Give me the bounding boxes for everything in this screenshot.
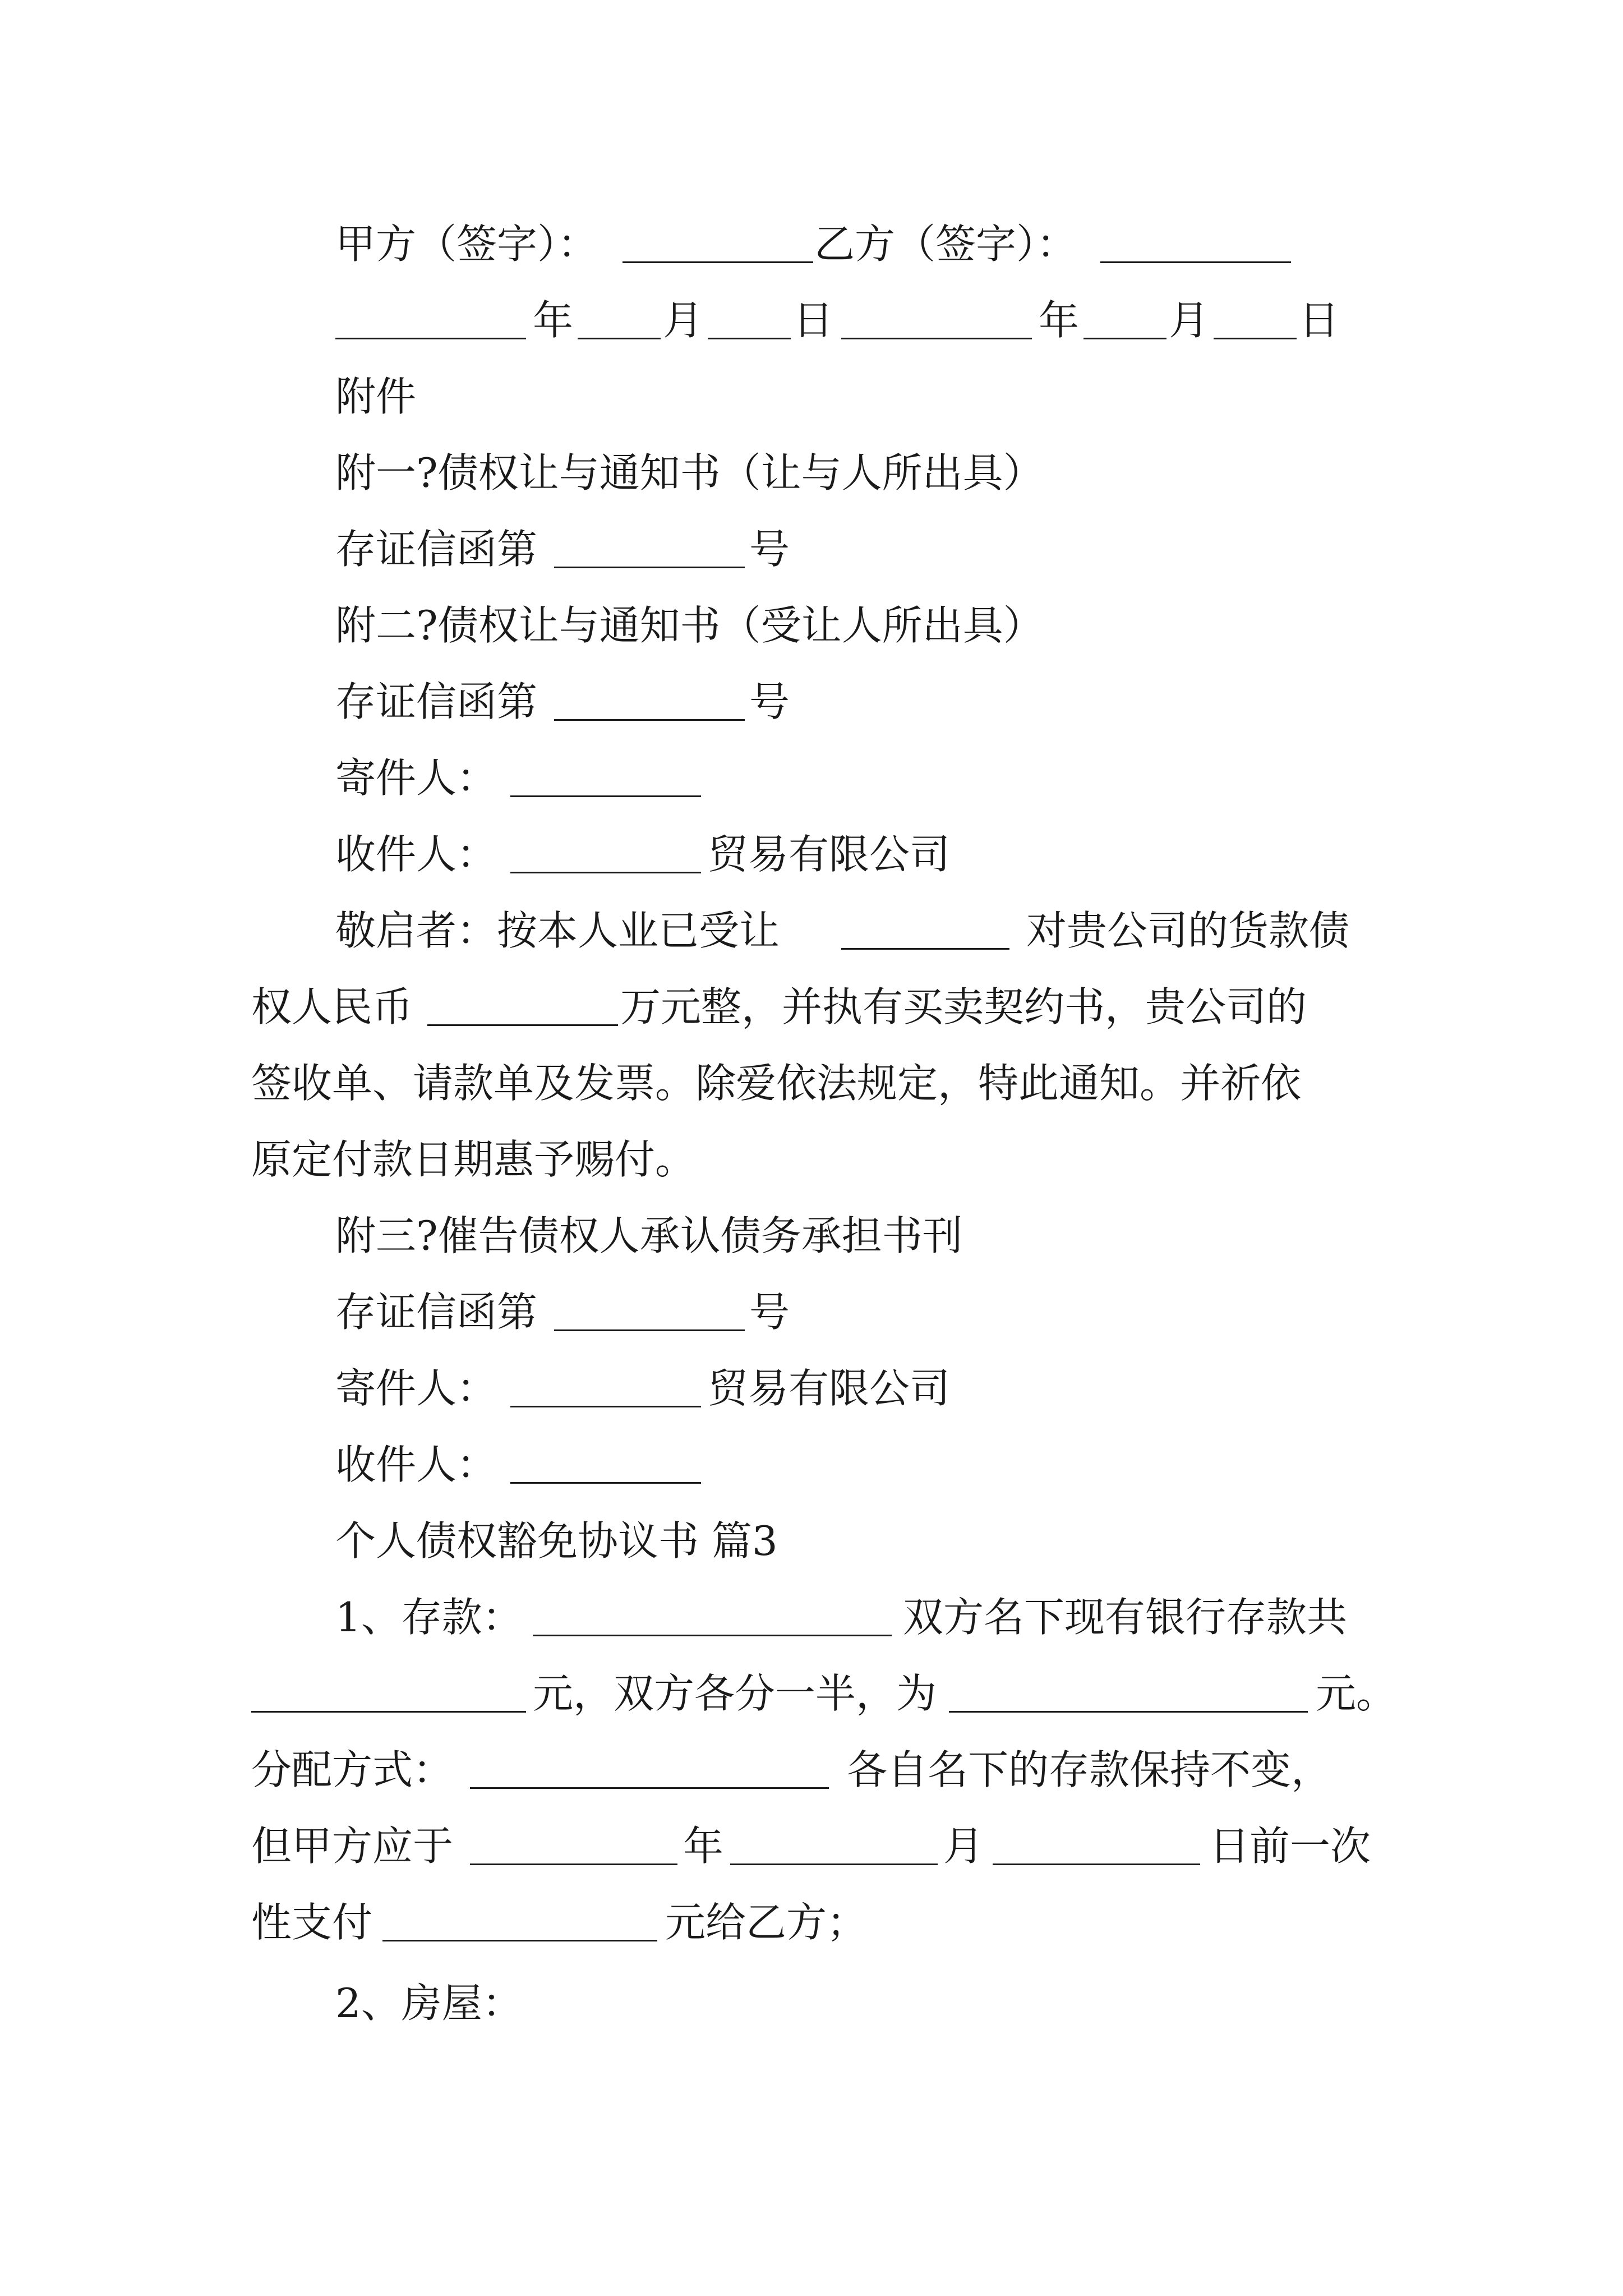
payment-day-blank — [993, 1864, 1200, 1865]
signature-line — [0, 202, 1623, 286]
item-1-line-1 — [0, 1575, 1623, 1659]
body-text: 万元整，并执有买卖契约书，贵公司的 — [620, 983, 1307, 1030]
attachment-1-title: 附一?债权让与通知书（让与人所出具） — [335, 449, 1044, 496]
body-text: 元给乙方； — [665, 1899, 868, 1946]
item-2-line-1 — [0, 1961, 1623, 2045]
letter-no-blank — [554, 567, 745, 568]
body-text: 权人民币 — [251, 983, 413, 1030]
attachment-2-body-line-4 — [0, 1117, 1623, 1202]
party-b-signature-blank — [1100, 261, 1291, 263]
party-b-day-label: 日 — [1299, 297, 1340, 344]
sender-blank — [510, 795, 701, 797]
recipient-blank — [510, 872, 701, 873]
body-text: 签收单、请款单及发票。除爱依法规定，特此通知。并祈依 — [251, 1060, 1302, 1107]
body-text: 元，双方各分一半，为 — [533, 1670, 937, 1717]
party-a-year-label: 年 — [533, 297, 574, 344]
letter-no-prefix: 存证信函第 — [335, 678, 538, 725]
party-a-month-label: 月 — [663, 297, 704, 344]
attachment-1-heading — [0, 431, 1623, 515]
attachment-2-body-line-3 — [0, 1041, 1623, 1125]
recipient-blank — [510, 1482, 701, 1484]
attachment-3-sender — [0, 1346, 1623, 1430]
letter-no-suffix: 号 — [749, 1289, 790, 1336]
party-b-month-label: 月 — [1169, 297, 1210, 344]
party-b-day-blank — [1214, 338, 1297, 339]
attachment-2-sender — [0, 736, 1623, 820]
recipient-label: 收件人： — [335, 1441, 497, 1488]
attachment-2-recipient — [0, 812, 1623, 896]
recipient-label: 收件人： — [335, 831, 497, 878]
letter-no-suffix: 号 — [749, 678, 790, 725]
party-a-signature-blank — [623, 261, 813, 263]
party-b-month-blank — [1083, 338, 1166, 339]
item-1-label: 1、存款： — [335, 1594, 523, 1641]
body-text: 但甲方应于 — [251, 1823, 454, 1870]
payment-amount-blank — [382, 1940, 657, 1941]
item-2-label: 2、房屋： — [335, 1980, 523, 2027]
party-a-day-label: 日 — [793, 297, 834, 344]
body-text: 性支付 — [251, 1899, 373, 1946]
item-1-line-2 — [0, 1651, 1623, 1736]
attachments-heading — [0, 355, 1623, 439]
deposit-holder-blank — [533, 1635, 892, 1636]
body-text: 分配方式： — [251, 1746, 454, 1793]
sender-blank — [510, 1406, 701, 1407]
body-text: 原定付款日期惠予赐付。 — [251, 1136, 696, 1183]
attachment-3-heading — [0, 1194, 1623, 1278]
distribution-method-blank — [470, 1787, 829, 1789]
attachment-3-letter-no — [0, 1270, 1623, 1354]
payment-year-blank — [470, 1864, 677, 1865]
attachment-2-letter-no — [0, 660, 1623, 744]
body-text: 日前一次 — [1209, 1823, 1371, 1870]
attachment-2-title: 附二?债权让与通知书（受让人所出具） — [335, 602, 1044, 649]
attachment-2-body-line-2 — [0, 965, 1623, 1049]
body-text: 敬启者：按本人业已受让 — [335, 907, 780, 954]
signature-date-line — [0, 278, 1623, 362]
party-b-year-blank — [841, 338, 1032, 339]
assignor-blank — [841, 948, 1009, 950]
letter-no-prefix: 存证信函第 — [335, 1289, 538, 1336]
attachment-3-title: 附三?催告债权人承认债务承担书刊 — [335, 1212, 963, 1259]
letter-no-blank — [554, 1329, 745, 1331]
letter-no-suffix: 号 — [749, 526, 790, 573]
sender-label: 寄件人： — [335, 1365, 497, 1412]
party-b-signature-label: 乙方（签字）： — [814, 220, 1077, 268]
item-1-line-3 — [0, 1728, 1623, 1812]
body-text: 各自名下的存款保持不变， — [847, 1746, 1332, 1793]
party-a-signature-label: 甲方（签字）： — [335, 220, 598, 268]
item-1-line-4 — [0, 1804, 1623, 1888]
attachment-2-heading — [0, 583, 1623, 668]
attachment-3-recipient — [0, 1423, 1623, 1507]
amount-blank — [427, 1024, 618, 1026]
party-a-month-blank — [578, 338, 661, 339]
section-title: 个人债权豁免协议书 篇3 — [335, 1517, 778, 1565]
payment-month-blank — [730, 1864, 938, 1865]
deposit-half-blank — [949, 1711, 1308, 1713]
party-a-year-blank — [335, 338, 526, 339]
letter-no-blank — [554, 719, 745, 721]
section-heading — [0, 1499, 1623, 1583]
attachments-title: 附件 — [335, 373, 417, 420]
party-b-year-label: 年 — [1039, 297, 1080, 344]
sender-company: 贸易有限公司 — [708, 1365, 951, 1412]
recipient-company: 贸易有限公司 — [708, 831, 951, 878]
sender-label: 寄件人： — [335, 754, 497, 802]
letter-no-prefix: 存证信函第 — [335, 526, 538, 573]
item-1-line-5 — [0, 1880, 1623, 1964]
attachment-1-letter-no — [0, 507, 1623, 591]
body-text: 月 — [943, 1823, 984, 1870]
body-text: 双方名下现有银行存款共 — [903, 1594, 1348, 1641]
party-a-day-blank — [708, 338, 791, 339]
deposit-total-blank — [251, 1711, 526, 1713]
body-text: 元。 — [1316, 1670, 1397, 1717]
body-text: 对贵公司的货款债 — [1026, 907, 1350, 954]
body-text: 年 — [683, 1823, 724, 1870]
attachment-2-body-line-1 — [0, 889, 1623, 973]
